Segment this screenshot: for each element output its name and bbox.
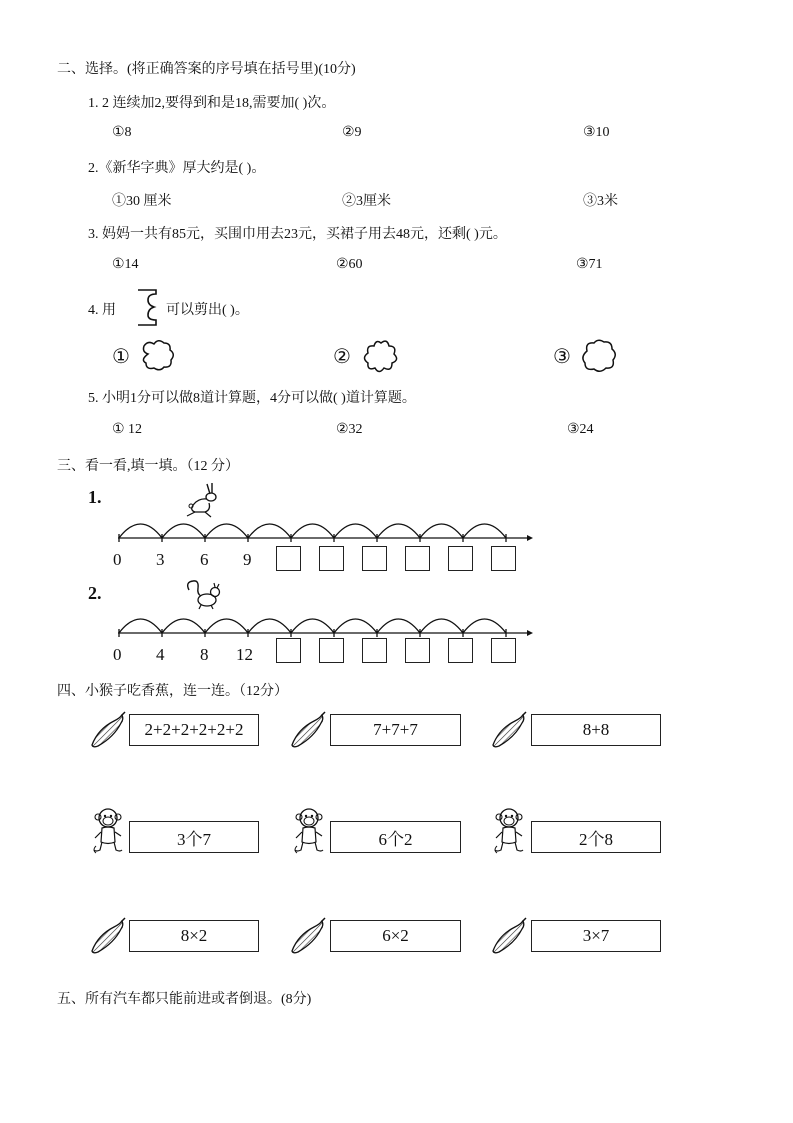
- q4-option-3: ③: [553, 346, 571, 368]
- question-1: 1. 2 连续加2,要得到和是18,需要加( )次。: [88, 96, 336, 111]
- question-2: 2.《新华字典》厚大约是( )。: [88, 161, 266, 176]
- q2-option-1: ①30 厘米: [112, 194, 172, 209]
- jump-arc: [162, 524, 205, 538]
- jump-arc: [291, 619, 334, 633]
- nl2-answer-box-5[interactable]: [448, 638, 473, 663]
- nl2-tick-2: 8: [200, 645, 209, 664]
- monkey-icon: [90, 806, 126, 856]
- nl2-answer-box-3[interactable]: [362, 638, 387, 663]
- jump-arc: [463, 524, 506, 538]
- number-line-1: [115, 480, 535, 550]
- nl1-answer-box-4[interactable]: [405, 546, 430, 571]
- expression-box[interactable]: 2个8: [531, 821, 661, 853]
- expression-box[interactable]: 7+7+7: [330, 714, 461, 746]
- banana-icon: [489, 711, 529, 751]
- expression-box[interactable]: 3个7: [129, 821, 259, 853]
- cloud-shape-icon: [140, 340, 176, 372]
- q5-option-3: ③24: [567, 422, 594, 437]
- jump-arc: [463, 619, 506, 633]
- jump-arc: [205, 524, 248, 538]
- section-5-title: 五、所有汽车都只能前进或者倒退。(8分): [57, 992, 312, 1007]
- banana-icon: [288, 711, 328, 751]
- nl1-tick-0: 0: [113, 550, 122, 569]
- expression-box[interactable]: 8×2: [129, 920, 259, 952]
- jump-arc: [377, 524, 420, 538]
- number-line-2-label: 2.: [88, 583, 102, 603]
- nl1-answer-box-6[interactable]: [491, 546, 516, 571]
- jump-arc: [334, 524, 377, 538]
- nl2-tick-3: 12: [236, 645, 253, 664]
- q1-option-2: ②9: [342, 125, 362, 140]
- q1-option-1: ①8: [112, 125, 132, 140]
- blob-shape-icon: [581, 339, 617, 373]
- jump-arc: [119, 619, 162, 633]
- section-2-title: 二、选择。(将正确答案的序号填在括号里)(10分): [57, 62, 356, 77]
- jump-arc: [334, 619, 377, 633]
- jump-arc: [420, 524, 463, 538]
- jump-arc: [248, 619, 291, 633]
- jump-arc: [420, 619, 463, 633]
- banana-icon: [489, 917, 529, 957]
- q4-option-1: ①: [112, 346, 130, 368]
- nl2-answer-box-1[interactable]: [276, 638, 301, 663]
- folded-paper-icon: [134, 288, 160, 328]
- jump-arc: [248, 524, 291, 538]
- number-line-2: [115, 576, 535, 646]
- nl1-tick-3: 9: [243, 550, 252, 569]
- expression-box[interactable]: 8+8: [531, 714, 661, 746]
- nl1-answer-box-5[interactable]: [448, 546, 473, 571]
- flower-shape-icon: [362, 340, 400, 374]
- nl1-answer-box-3[interactable]: [362, 546, 387, 571]
- nl2-tick-0: 0: [113, 645, 122, 664]
- jump-arc: [291, 524, 334, 538]
- nl2-tick-1: 4: [156, 645, 165, 664]
- section-4-title: 四、小猴子吃香蕉，连一连。（12分）: [57, 684, 288, 699]
- monkey-icon: [291, 806, 327, 856]
- jump-arc: [162, 619, 205, 633]
- nl2-answer-box-6[interactable]: [491, 638, 516, 663]
- banana-icon: [88, 917, 128, 957]
- q3-option-1: ①14: [112, 257, 139, 272]
- jump-arc: [205, 619, 248, 633]
- q3-option-2: ②60: [336, 257, 363, 272]
- rabbit-icon: [187, 483, 216, 517]
- nl2-answer-box-2[interactable]: [319, 638, 344, 663]
- expression-box[interactable]: 6个2: [330, 821, 461, 853]
- jump-arc: [119, 524, 162, 538]
- q2-option-2: ②3厘米: [342, 194, 391, 209]
- nl1-tick-2: 6: [200, 550, 209, 569]
- q5-option-2: ②32: [336, 422, 363, 437]
- nl2-answer-box-4[interactable]: [405, 638, 430, 663]
- number-line-1-label: 1.: [88, 487, 102, 507]
- jump-arc: [377, 619, 420, 633]
- nl1-answer-box-2[interactable]: [319, 546, 344, 571]
- banana-icon: [288, 917, 328, 957]
- section-3-title: 三、看一看,填一填。（12 分）: [57, 459, 239, 474]
- q5-option-1: ① 12: [112, 422, 143, 437]
- nl1-tick-1: 3: [156, 550, 165, 569]
- question-3: 3. 妈妈一共有85元，买围巾用去23元，买裙子用去48元，还剩( )元。: [88, 227, 507, 242]
- expression-box[interactable]: 6×2: [330, 920, 461, 952]
- q2-option-3: ③3米: [583, 194, 618, 209]
- banana-icon: [88, 711, 128, 751]
- expression-box[interactable]: 3×7: [531, 920, 661, 952]
- q1-option-3: ③10: [583, 125, 610, 140]
- expression-box[interactable]: 2+2+2+2+2+2: [129, 714, 259, 746]
- q3-option-3: ③71: [576, 257, 603, 272]
- squirrel-icon: [188, 581, 220, 609]
- question-5: 5. 小明1分可以做8道计算题，4分可以做( )道计算题。: [88, 391, 416, 406]
- monkey-icon: [491, 806, 527, 856]
- question-4-suffix: 可以剪出( )。: [166, 303, 249, 318]
- nl1-answer-box-1[interactable]: [276, 546, 301, 571]
- question-4-prefix: 4. 用: [88, 303, 116, 318]
- q4-option-2: ②: [333, 346, 351, 368]
